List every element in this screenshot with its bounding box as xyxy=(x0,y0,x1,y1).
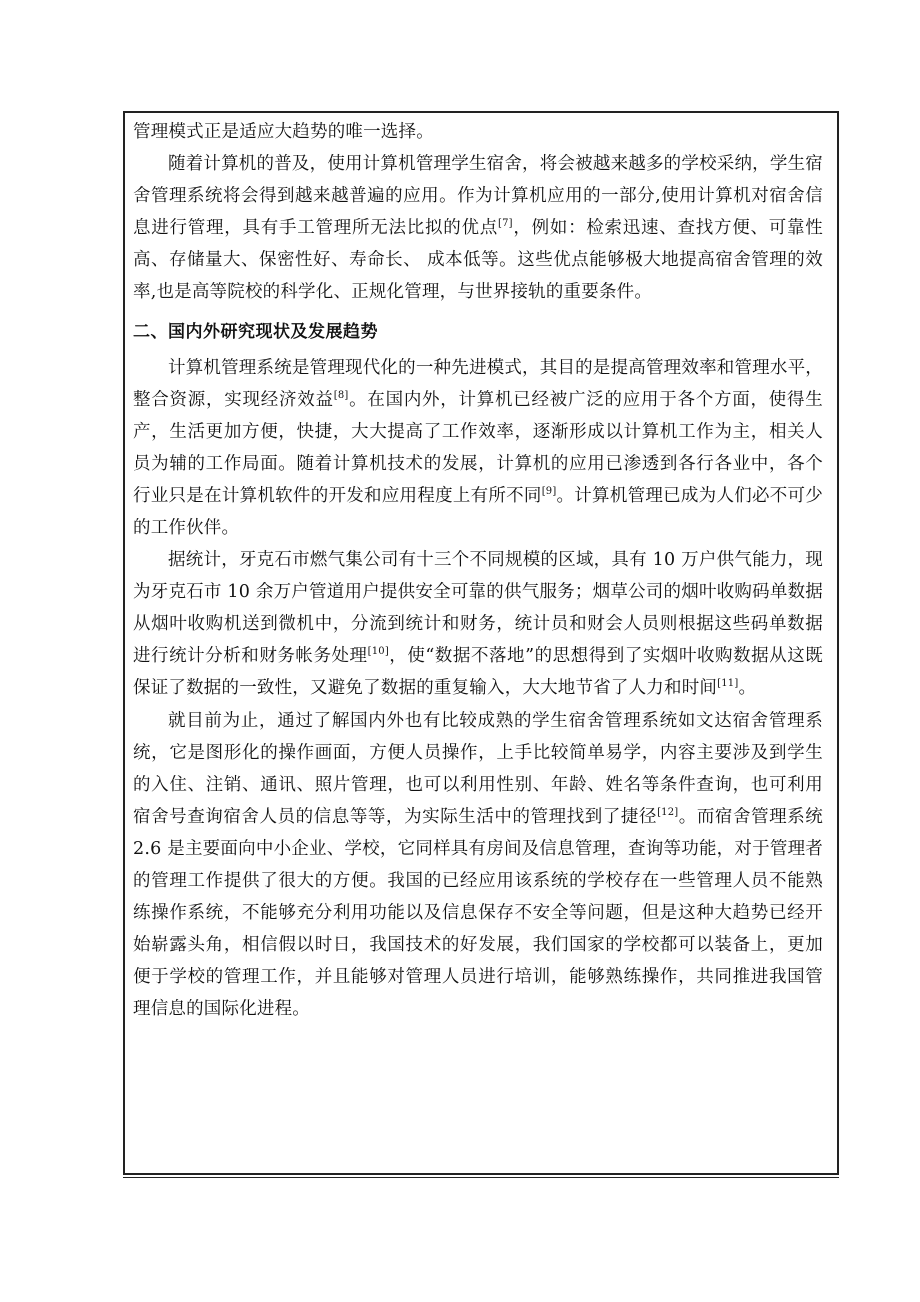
citation-7: [7] xyxy=(498,217,513,229)
paragraph-2-text-b: ，例如：检索迅速、查找方便、可靠性高、存储量大、保密性好、寿命长、 成本低等。这些优点能够极大地提高宿舍管理的效率,也是高等院校的科学化、正规化管理，与世界接轨的重要条件。 xyxy=(133,217,824,302)
citation-10: [10] xyxy=(367,645,389,657)
paragraph-1 xyxy=(133,117,823,149)
citation-9: [9] xyxy=(541,486,557,498)
document-frame xyxy=(123,111,839,1175)
paragraph-5-text-a: 就目前为止，通过了解国内外也有比较成熟的学生宿舍管理系统如文达宿舍管理系统，它是图形化的操作画面，方便人员操作，上手比较简单易学，内容主要涉及到学生的入住、注销、通讯、照片管理，也可以利用性别、年龄、姓名等条件查询，也可利用宿舍号查询宿舍人员的信息等等，为实际生活中的管理找到了捷径 xyxy=(133,711,823,828)
citation-12: [12] xyxy=(657,807,679,819)
paragraph-5 xyxy=(133,706,823,1025)
paragraph-4-text-a: 据统计，牙克石市燃气集公司有十三个不同规模的区域，具有 10 万户供气能力，现为牙克石市 10 余万户管道用户提供安全可靠的供气服务；烟草公司的烟叶收购码单数据从烟叶收购机送到微机中，分流到统计和财务，统计员和财会人员则根据这些码单数据进行统计分析和财务帐务处理 xyxy=(133,549,823,666)
paragraph-4-text-b: ，使“数据不落地”的思想得到了实烟叶收购数据从这既保证了数据的一致性，又避免了数据的重复输入，大大地节省了人力和时间 xyxy=(133,645,823,698)
paragraph-4 xyxy=(133,545,823,705)
document-body xyxy=(133,117,823,1025)
citation-8: [8] xyxy=(333,390,349,402)
paragraph-3-text-a: 计算机管理系统是管理现代化的一种先进模式，其目的是提高管理效率和管理水平，整合资源，实现经济效益 xyxy=(133,358,823,411)
citation-11: [11] xyxy=(717,677,739,689)
paragraph-3-text-c: 。计算机管理已成为人们必不可少的工作伙伴。 xyxy=(133,486,823,538)
paragraph-3-text-b: 。在国内外，计算机已经被广泛的应用于各个方面，使得生产，生活更加方便，快捷，大大提高了工作效率，逐渐形成以计算机工作为主，相关人员为辅的工作局面。随着计算机技术的发展，计算机的应用已渗透到各行各业中，各个行业只是在计算机软件的开发和应用程度上有所不同 xyxy=(133,390,823,507)
paragraph-2-text-a: 随着计算机的普及，使用计算机管理学生宿舍，将会被越来越多的学校采纳，学生宿舍管理系统将会得到越来越普遍的应用。作为计算机应用的一部分,使用计算机对宿舍信息进行管理，具有手工管理所无法比拟的优点 xyxy=(133,153,823,238)
section-heading: 二、国内外研究现状及发展趋势 xyxy=(133,322,378,343)
paragraph-5-text-b: 。而宿舍管理系统 2.6 是主要面向中小企业、学校，它同样具有房间及信息管理，查询等功能，对于管理者的管理工作提供了很大的方便。我国的已经应用该系统的学校存在一些管理人员不能熟练操作系统，不能够充分利用功能以及信息保存不安全等问题，但是这种大趋势已经开始崭露头角，相信假以时日，我国技术的好发展，我们国家的学校都可以装备上，更加便于学校的管理工作，并且能够对管理人员进行培训，能够熟练操作，共同推进我国管理信息的国际化进程。 xyxy=(133,807,823,1019)
paragraph-2 xyxy=(133,149,823,309)
paragraph-3 xyxy=(133,353,823,544)
paragraph-1-text: 管理模式正是适应大趋势的唯一选择。 xyxy=(133,122,434,142)
paragraph-4-text-c: 。 xyxy=(738,677,757,698)
